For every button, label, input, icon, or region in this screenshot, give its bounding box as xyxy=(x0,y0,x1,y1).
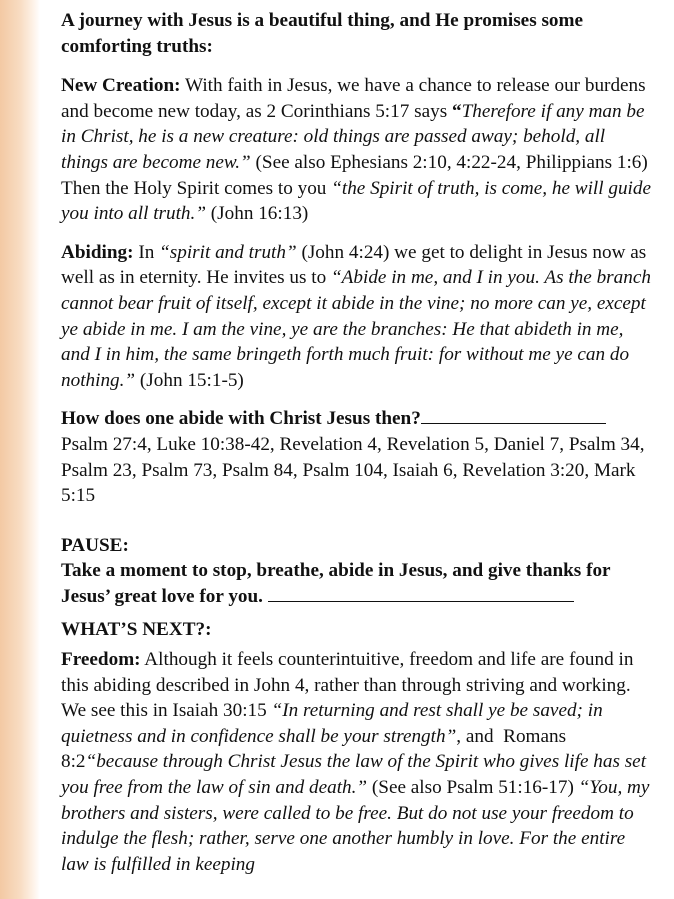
abiding-paragraph xyxy=(61,240,651,394)
pause-label: PAUSE: xyxy=(61,534,129,556)
question-answer-blank[interactable] xyxy=(421,409,606,424)
pause-text: Take a moment to stop, breathe, abide in Jesus, and give thanks for Jesus’ great love for you. xyxy=(61,560,611,607)
abiding-quote-2: “Abide in me, and I in you. As the branch cannot bear fruit of itself, except it abide in the vine; no more can ye, except ye abide in me. I am the vine, ye are the branches: He that abideth in me, and I in him, the same bringeth forth much fruit: for without me ye can do nothing.” xyxy=(61,267,651,391)
question-line xyxy=(61,406,651,432)
new-creation-paragraph xyxy=(61,73,651,227)
freedom-quote-2: “because through Christ Jesus the law of the Spirit who gives life has set you free from the law of sin and death.” xyxy=(61,751,647,799)
new-creation-text-3: (John 16:13) xyxy=(205,203,309,225)
freedom-quote-3: “You, my brothers and sisters, were called to be free. But do not use your freedom to indulge the flesh; rather, serve one another humbly in love. For the entire law is fulfilled in keeping xyxy=(61,777,650,875)
new-creation-label: New Creation: xyxy=(61,75,181,97)
new-creation-quote-open: “ xyxy=(451,100,462,122)
freedom-text-1: Although it feels counterintuitive, freedom and life are found in this abiding described in John 4, rather than through striving and working. We see this in Isaiah 30:15 xyxy=(61,649,634,722)
page-edge-shading xyxy=(0,0,40,899)
pause-answer-blank[interactable] xyxy=(268,587,574,602)
freedom-label: Freedom: xyxy=(61,649,141,671)
pause-paragraph xyxy=(61,558,651,609)
abiding-label: Abiding: xyxy=(61,241,134,263)
document-page xyxy=(61,8,651,890)
abiding-text-3: (John 15:1-5) xyxy=(135,369,244,391)
abiding-text-1: In xyxy=(133,241,160,263)
freedom-text-2: , and Romans 8:2 xyxy=(61,725,567,773)
freedom-paragraph xyxy=(61,647,651,877)
abiding-text-2: (John 4:24) we get to delight in Jesus now as well as in eternity. He invites us to xyxy=(61,241,647,289)
freedom-quote-1: “In returning and rest shall ye be saved; in quietness and in confidence shall be your strength” xyxy=(61,700,603,747)
abide-question: How does one abide with Christ Jesus then? xyxy=(61,408,421,430)
new-creation-quote-2: “the Spirit of truth, is come, he will guide you into all truth.” xyxy=(61,177,651,225)
new-creation-text-1: With faith in Jesus, we have a chance to release our burdens and become new today, as 2 Corinthians 5:17 says xyxy=(61,75,646,122)
freedom-text-3: (See also Psalm 51:16-17) xyxy=(367,777,579,799)
scripture-references: Psalm 27:4, Luke 10:38-42, Revelation 4, Revelation 5, Daniel 7, Psalm 34, Psalm 23, Psalm 73, Psalm 84, Psalm 104, Isaiah 6, Revelation 3:20, Mark 5:15 xyxy=(61,433,645,507)
whats-next-heading: WHAT’S NEXT?: xyxy=(61,619,212,641)
new-creation-text-2: (See also Ephesians 2:10, 4:22-24, Philippians 1:6) Then the Holy Spirit comes to you xyxy=(61,151,648,199)
abiding-quote-1: “spirit and truth” xyxy=(159,241,297,263)
new-creation-quote-1: Therefore if any man be in Christ, he is a new creature: old things are passed away; behold, all things are become new.” xyxy=(61,100,645,173)
intro-heading: A journey with Jesus is a beautiful thing, and He promises some comforting truths: xyxy=(61,10,584,57)
